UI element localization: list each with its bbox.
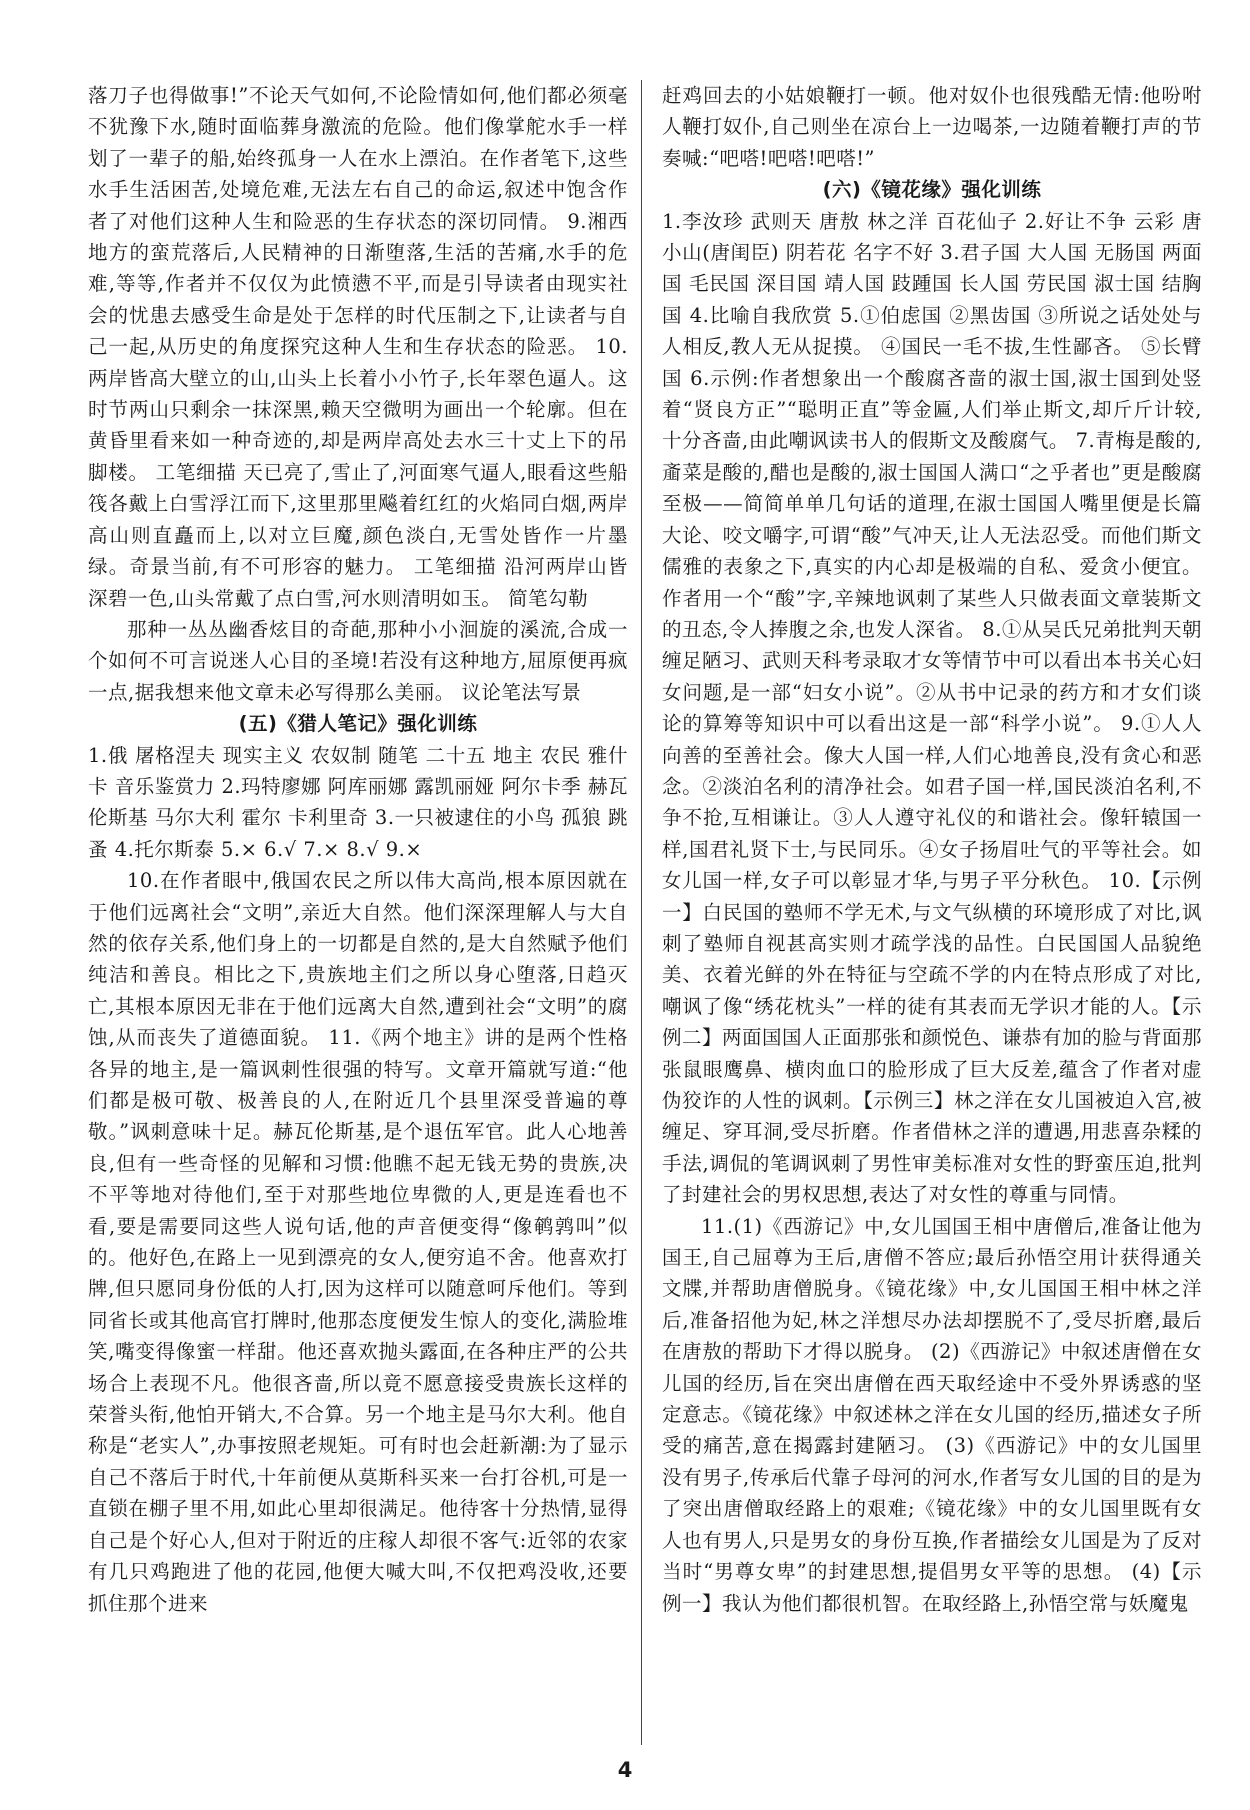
right-paragraph-2: 1.李汝珍 武则天 唐敖 林之洋 百花仙子 2.好让不争 云彩 唐小山(唐闺臣) 阴若花 名字不好 3.君子国 大人国 无肠国 两面国 毛民国 深目国 靖人国 跂踵国 长人国 劳民国 淑士国 结胸国 4.比喻自我欣赏 5.①伯虑国 ②黑齿国 ③所说之话处处与人相反,教人无从捉摸。 ④国民一毛不拔,生性鄙吝。 ⑤长臂国 6.示例:作者想象出一个酸腐吝啬的淑士国,淑士国到处竖着“贤良方正”“聪明正直”等金匾,人们举止斯文,却斤斤计较,十分吝啬,由此嘲讽读书人的假斯文及酸腐气。 7.青梅是酸的,齑菜是酸的,醋也是酸的,淑士国国人满口“之乎者也”更是酸腐至极——简简单单几句话的道理,在淑士国国人嘴里便是长篇大论、咬文嚼字,可谓“酸”气冲天,让人无法忍受。而他们斯文儒雅的表象之下,真实的内心却是极端的自私、爱贪小便宜。作者用一个“酸”字,辛辣地讽刺了某些人只做表面文章装斯文的丑态,令人捧腹之余,也发人深省。 8.①从吴氏兄弟批判天朝缠足陋习、武则天科考录取才女等情节中可以看出本书关心妇女问题,是一部“妇女小说”。②从书中记录的药方和才女们谈论的算筹等知识中可以看出这是一部“科学小说”。 9.①人人向善的至善社会。像大人国一样,人们心地善良,没有贪心和恶念。②淡泊名利的清净社会。如君子国一样,国民淡泊名利,不争不抢,互相谦让。③人人遵守礼仪的和谐社会。像轩辕国一样,国君礼贤下士,与民同乐。④女子扬眉吐气的平等社会。如女儿国一样,女子可以彰显才华,与男子平分秋色。 10.【示例一】白民国的塾师不学无术,与文气纵横的环境形成了对比,讽刺了塾师自视甚高实则才疏学浅的品性。白民国国人品貌绝美、衣着光鲜的外在特征与空疏不学的内在特点形成了对比,嘲讽了像“绣花枕头”一样的徒有其表而无学识才能的人。【示例二】两面国国人正面那张和颜悦色、谦恭有加的脸与背面那张鼠眼鹰鼻、横肉血口的脸形成了巨大反差,蕴含了作者对虚伪狡诈的人性的讽刺。【示例三】林之洋在女儿国被迫入宫,被缠足、穿耳洞,受尽折磨。作者借林之洋的遭遇,用悲喜杂糅的手法,调侃的笔调讽刺了男性审美标准对女性的野蛮压迫,批判了封建社会的男权思想,表达了对女性的尊重与同情。 <box>662 209 1203 1207</box>
column-divider <box>641 80 642 1745</box>
right-paragraph-1: 赶鸡回去的小姑娘鞭打一顿。他对奴仆也很残酷无情:他吩咐人鞭打奴仆,自己则坐在凉台上一边喝茶,一边随着鞭打声的节奏喊:“吧嗒!吧嗒!吧嗒!” <box>662 84 1202 170</box>
left-column <box>88 80 628 1619</box>
section-6-title: (六)《镜花缘》强化训练 <box>822 178 1042 202</box>
right-paragraph-3: 11.(1)《西游记》中,女儿国国王相中唐僧后,准备让他为国王,自己屈尊为王后,唐僧不答应;最后孙悟空用计获得通关文牒,并帮助唐僧脱身。《镜花缘》中,女儿国国王相中林之洋后,准备招他为妃,林之洋想尽办法却摆脱不了,受尽折磨,最后在唐敖的帮助下才得以脱身。 (2)《西游记》中叙述唐僧在女儿国的经历,旨在突出唐僧在西天取经途中不受外界诱惑的坚定意志。《镜花缘》中叙述林之洋在女儿国的经历,描述女子所受的痛苦,意在揭露封建陋习。 (3)《西游记》中的女儿国里没有男子,传承后代靠子母河的河水,作者写女儿国的目的是为了突出唐僧取经路上的艰难;《镜花缘》中的女儿国里既有女人也有男人,只是男女的身份互换,作者描绘女儿国是为了反对当时“男尊女卑”的封建思想,提倡男女平等的思想。 (4)【示例一】我认为他们都很机智。在取经路上,孙悟空常与妖魔鬼 <box>662 1214 1202 1615</box>
left-paragraph-3: 1.俄 屠格涅夫 现实主义 农奴制 随笔 二十五 地主 农民 雅什卡 音乐鉴赏力 2.玛特廖娜 阿库丽娜 露凯丽娅 阿尔卡季 赫瓦伦斯基 马尔大利 霍尔 卡利里奇 3.一只被逮住的小鸟 孤狼 跳蚤 4.托尔斯泰 5.× 6.√ 7.× 8.√ 9.× <box>88 743 628 861</box>
left-paragraph-4: 10.在作者眼中,俄国农民之所以伟大高尚,根本原因就在于他们远离社会“文明”,亲近大自然。他们深深理解人与大自然的依存关系,他们身上的一切都是自然的,是大自然赋予他们纯洁和善良。相比之下,贵族地主们之所以身心堕落,日趋灭亡,其根本原因无非在于他们远离大自然,遭到社会“文明”的腐蚀,从而丧失了道德面貌。 11.《两个地主》讲的是两个性格各异的地主,是一篇讽刺性很强的特写。文章开篇就写道:“他们都是极可敬、极善良的人,在附近几个县里深受普遍的尊敬。”讽刺意味十足。赫瓦伦斯基,是个退伍军官。此人心地善良,但有一些奇怪的见解和习惯:他瞧不起无钱无势的贵族,决不平等地对待他们,至于对那些地位卑微的人,更是连看也不看,要是需要同这些人说句话,他的声音便变得“像鹌鹑叫”似的。他好色,在路上一见到漂亮的女人,便穷追不舍。他喜欢打牌,但只愿同身份低的人打,因为这样可以随意呵斥他们。等到同省长或其他高官打牌时,他那态度便发生惊人的变化,满脸堆笑,嘴变得像蜜一样甜。他还喜欢抛头露面,在各种庄严的公共场合上表现不凡。他很吝啬,所以竟不愿意接受贵族长这样的荣誉头衔,他怕开销大,不合算。另一个地主是马尔大利。他自称是“老实人”,办事按照老规矩。可有时也会赶新潮:为了显示自己不落后于时代,十年前便从莫斯科买来一台打谷机,可是一直锁在棚子里不用,如此心里却很满足。他待客十分热情,显得自己是个好心人,但对于附近的庄稼人却很不客气:近邻的农家有几只鸡跑进了他的花园,他便大喊大叫,不仅把鸡没收,还要抓住那个进来 <box>88 869 628 1615</box>
right-column <box>662 80 1202 1619</box>
page-number: 4 <box>617 1758 633 1782</box>
left-paragraph-1: 落刀子也得做事!”不论天气如何,不论险情如何,他们都必须毫不犹豫下水,随时面临葬身激流的危险。他们像掌舵水手一样划了一辈子的船,始终孤身一人在水上漂泊。在作者笔下,这些水手生活困苦,处境危难,无法左右自己的命运,叙述中饱含作者了对他们这种人生和险恶的生存状态的深切同情。 9.湘西地方的蛮荒落后,人民精神的日渐堕落,生活的苦痛,水手的危难,等等,作者并不仅仅为此愤懑不平,而是引导读者由现实社会的忧患去感受生命是处于怎样的时代压制之下,让读者与自己一起,从历史的角度探究这种人生和生存状态的险恶。 10.两岸皆高大壁立的山,山头上长着小小竹子,长年翠色逼人。这时节两山只剩余一抹深黑,赖天空微明为画出一个轮廓。但在黄昏里看来如一种奇迹的,却是两岸高处去水三十丈上下的吊脚楼。 工笔细描 天已亮了,雪止了,河面寒气逼人,眼看这些船筏各戴上白雪浮江而下,这里那里飚着红红的火焰同白烟,两岸高山则直矗而上,以对立巨魔,颜色淡白,无雪处皆作一片墨绿。奇景当前,有不可形容的魅力。 工笔细描 沿河两岸山皆深碧一色,山头常戴了点白雪,河水则清明如玉。 简笔勾勒 <box>88 84 628 610</box>
section-5-title: (五)《猎人笔记》强化训练 <box>238 712 478 736</box>
left-paragraph-2: 那种一丛丛幽香炫目的奇葩,那种小小洄旋的溪流,合成一个如何不可言说迷人心目的圣境!若没有这种地方,屈原便再疯一点,据我想来他文章未必写得那么美丽。 议论笔法写景 <box>88 617 628 704</box>
